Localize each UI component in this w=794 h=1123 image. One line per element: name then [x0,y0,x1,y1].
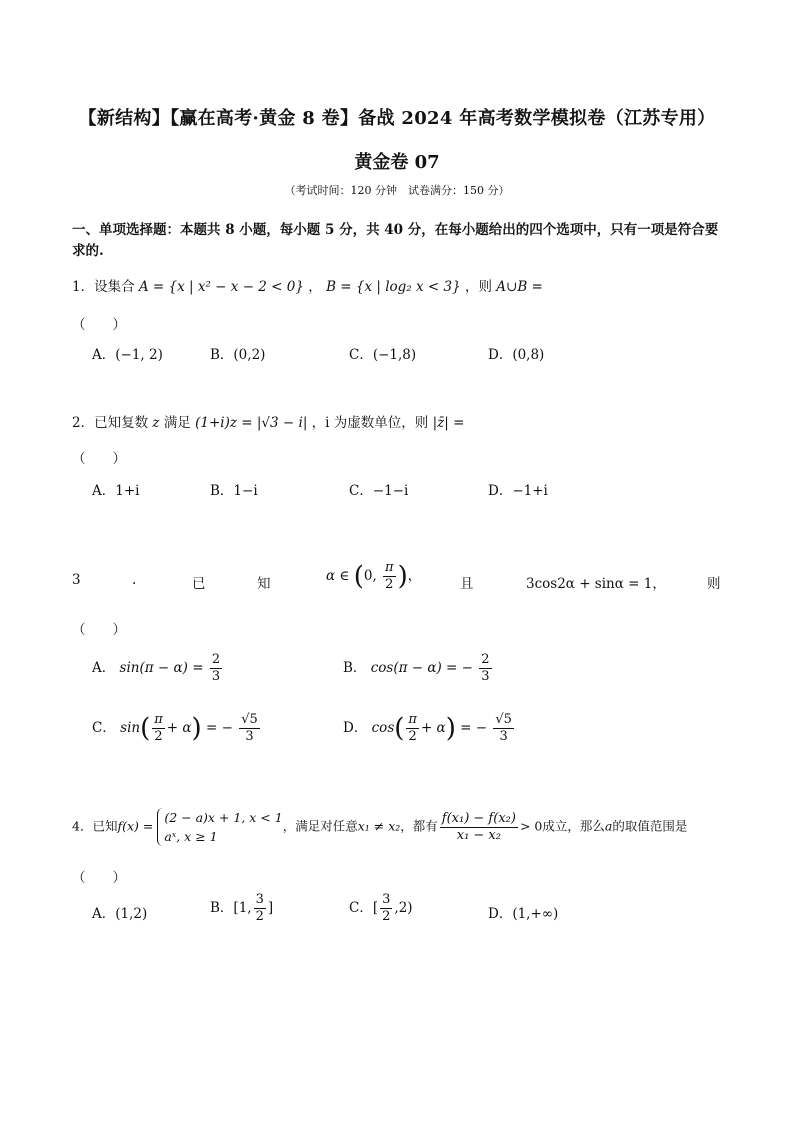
q4-a: a [604,818,613,834]
q3-option-d: D． cos( $\frac{\pi}{2}$ + α) = − $\frac{√5}{3}$ [343,712,512,744]
q2-equation: (1+i)z = |√3 − i| [195,415,308,431]
q4-option-a: A．(1,2) [92,906,148,922]
q3-dot: . [132,572,137,588]
q3-word-1: 已 [192,576,206,592]
q1-answer-paren: （ ） [72,317,126,333]
q3-option-c: C． sin( $\frac{\pi}{2}$ + α) = − $\frac{√5}{3}$ [92,712,258,744]
q4-text-d: 成立，那么 [542,818,605,834]
q4-difference-quotient: $\frac{\text{f(x₁) − f(x₂)}}{\text{x₁ − x₂}}$ [441,810,516,843]
q3-word-2: 知 [257,576,271,592]
q2-option-c: C．−1−i [349,483,409,499]
q3-equation: 3cos2α + sinα = 1， [526,576,666,592]
q4-fx: f(x) = [117,818,154,834]
q2-option-a: A．1+i [92,483,140,499]
q4-piecewise: (2 − a)x + 1, x < 1 aˣ, x ≥ 1 [157,808,282,846]
question-1-stem [72,275,543,295]
exam-title: 【新结构】【赢在高考·黄金 8 卷】备战 2024 年高考数学模拟卷（江苏专用） [78,108,716,129]
question-4-stem [72,808,687,846]
q4-cond: x₁ ≠ x₂ [357,818,401,834]
q1-option-c: C．(−1,8) [349,347,417,363]
q1-text-b: ，则 [464,279,492,295]
q1-set-a: A = {x | x² − x − 2 < 0} [138,279,304,295]
section-heading: 一、单项选择题：本题共 8 小题，每小题 5 分，共 40 分，在每小题给出的四个选项中，只有一项是符合要求的. [72,222,719,259]
q1-set-b: B = {x | log₂ x < 3} [326,279,461,295]
q4-option-d: D．(1,+∞) [488,906,559,922]
q3-condition: α ∈ (0, $\frac{\pi}{2}$ )， [326,560,422,592]
q4-text-c: ，都有 [400,818,438,834]
q1-sep: ， [308,279,322,295]
exam-info: （考试时间：120 分钟 试卷满分：150 分） [284,184,510,197]
q3-answer-paren: （ ） [72,622,126,638]
q2-answer-paren: （ ） [72,451,126,467]
exam-subtitle: 黄金卷 07 [354,152,440,173]
q4-gt: > 0 [519,818,543,834]
q4-answer-paren: （ ） [72,870,126,886]
q2-ask: |z̄| = [432,415,465,431]
q4-option-b: B．[1, $\frac{3}{2}$ ] [210,892,274,924]
q2-text-c: ，i 为虚数单位，则 [311,415,429,431]
q4-option-c: C．[ $\frac{3}{2}$ ,2) [349,892,413,924]
q3-number: 3 [72,572,81,588]
q3-word-3: 且 [460,576,474,592]
q3-option-a: A． sin(π − α) = $\frac{2}{3}$ [92,652,221,684]
q4-text-b: ，满足对任意 [282,818,358,834]
q2-option-b: B．1−i [210,483,258,499]
q3-word-4: 则 [707,576,721,592]
q2-text-a: 2．已知复数 [72,415,149,431]
q2-text-b: 满足 [163,415,191,431]
q1-ask: A∪B = [496,279,543,295]
q3-option-b: B． cos(π − α) = − $\frac{2}{3}$ [343,652,490,684]
q3-zero: 0, [363,568,377,584]
q2-z: z [152,415,160,431]
question-2-stem [72,411,464,431]
q1-option-d: D．(0,8) [488,347,545,363]
q4-text-e: 的取值范围是 [612,818,688,834]
q4-text-a: 4．已知 [72,818,118,834]
q1-option-a: A．(−1, 2) [92,347,163,363]
q2-option-d: D．−1+i [488,483,548,499]
q1-option-b: B．(0,2) [210,347,266,363]
q3-alpha-in: α ∈ [326,568,350,584]
q1-text-a: 1．设集合 [72,279,135,295]
q3-pi-over-2: $\frac{\pi}{2}$ [385,560,394,592]
